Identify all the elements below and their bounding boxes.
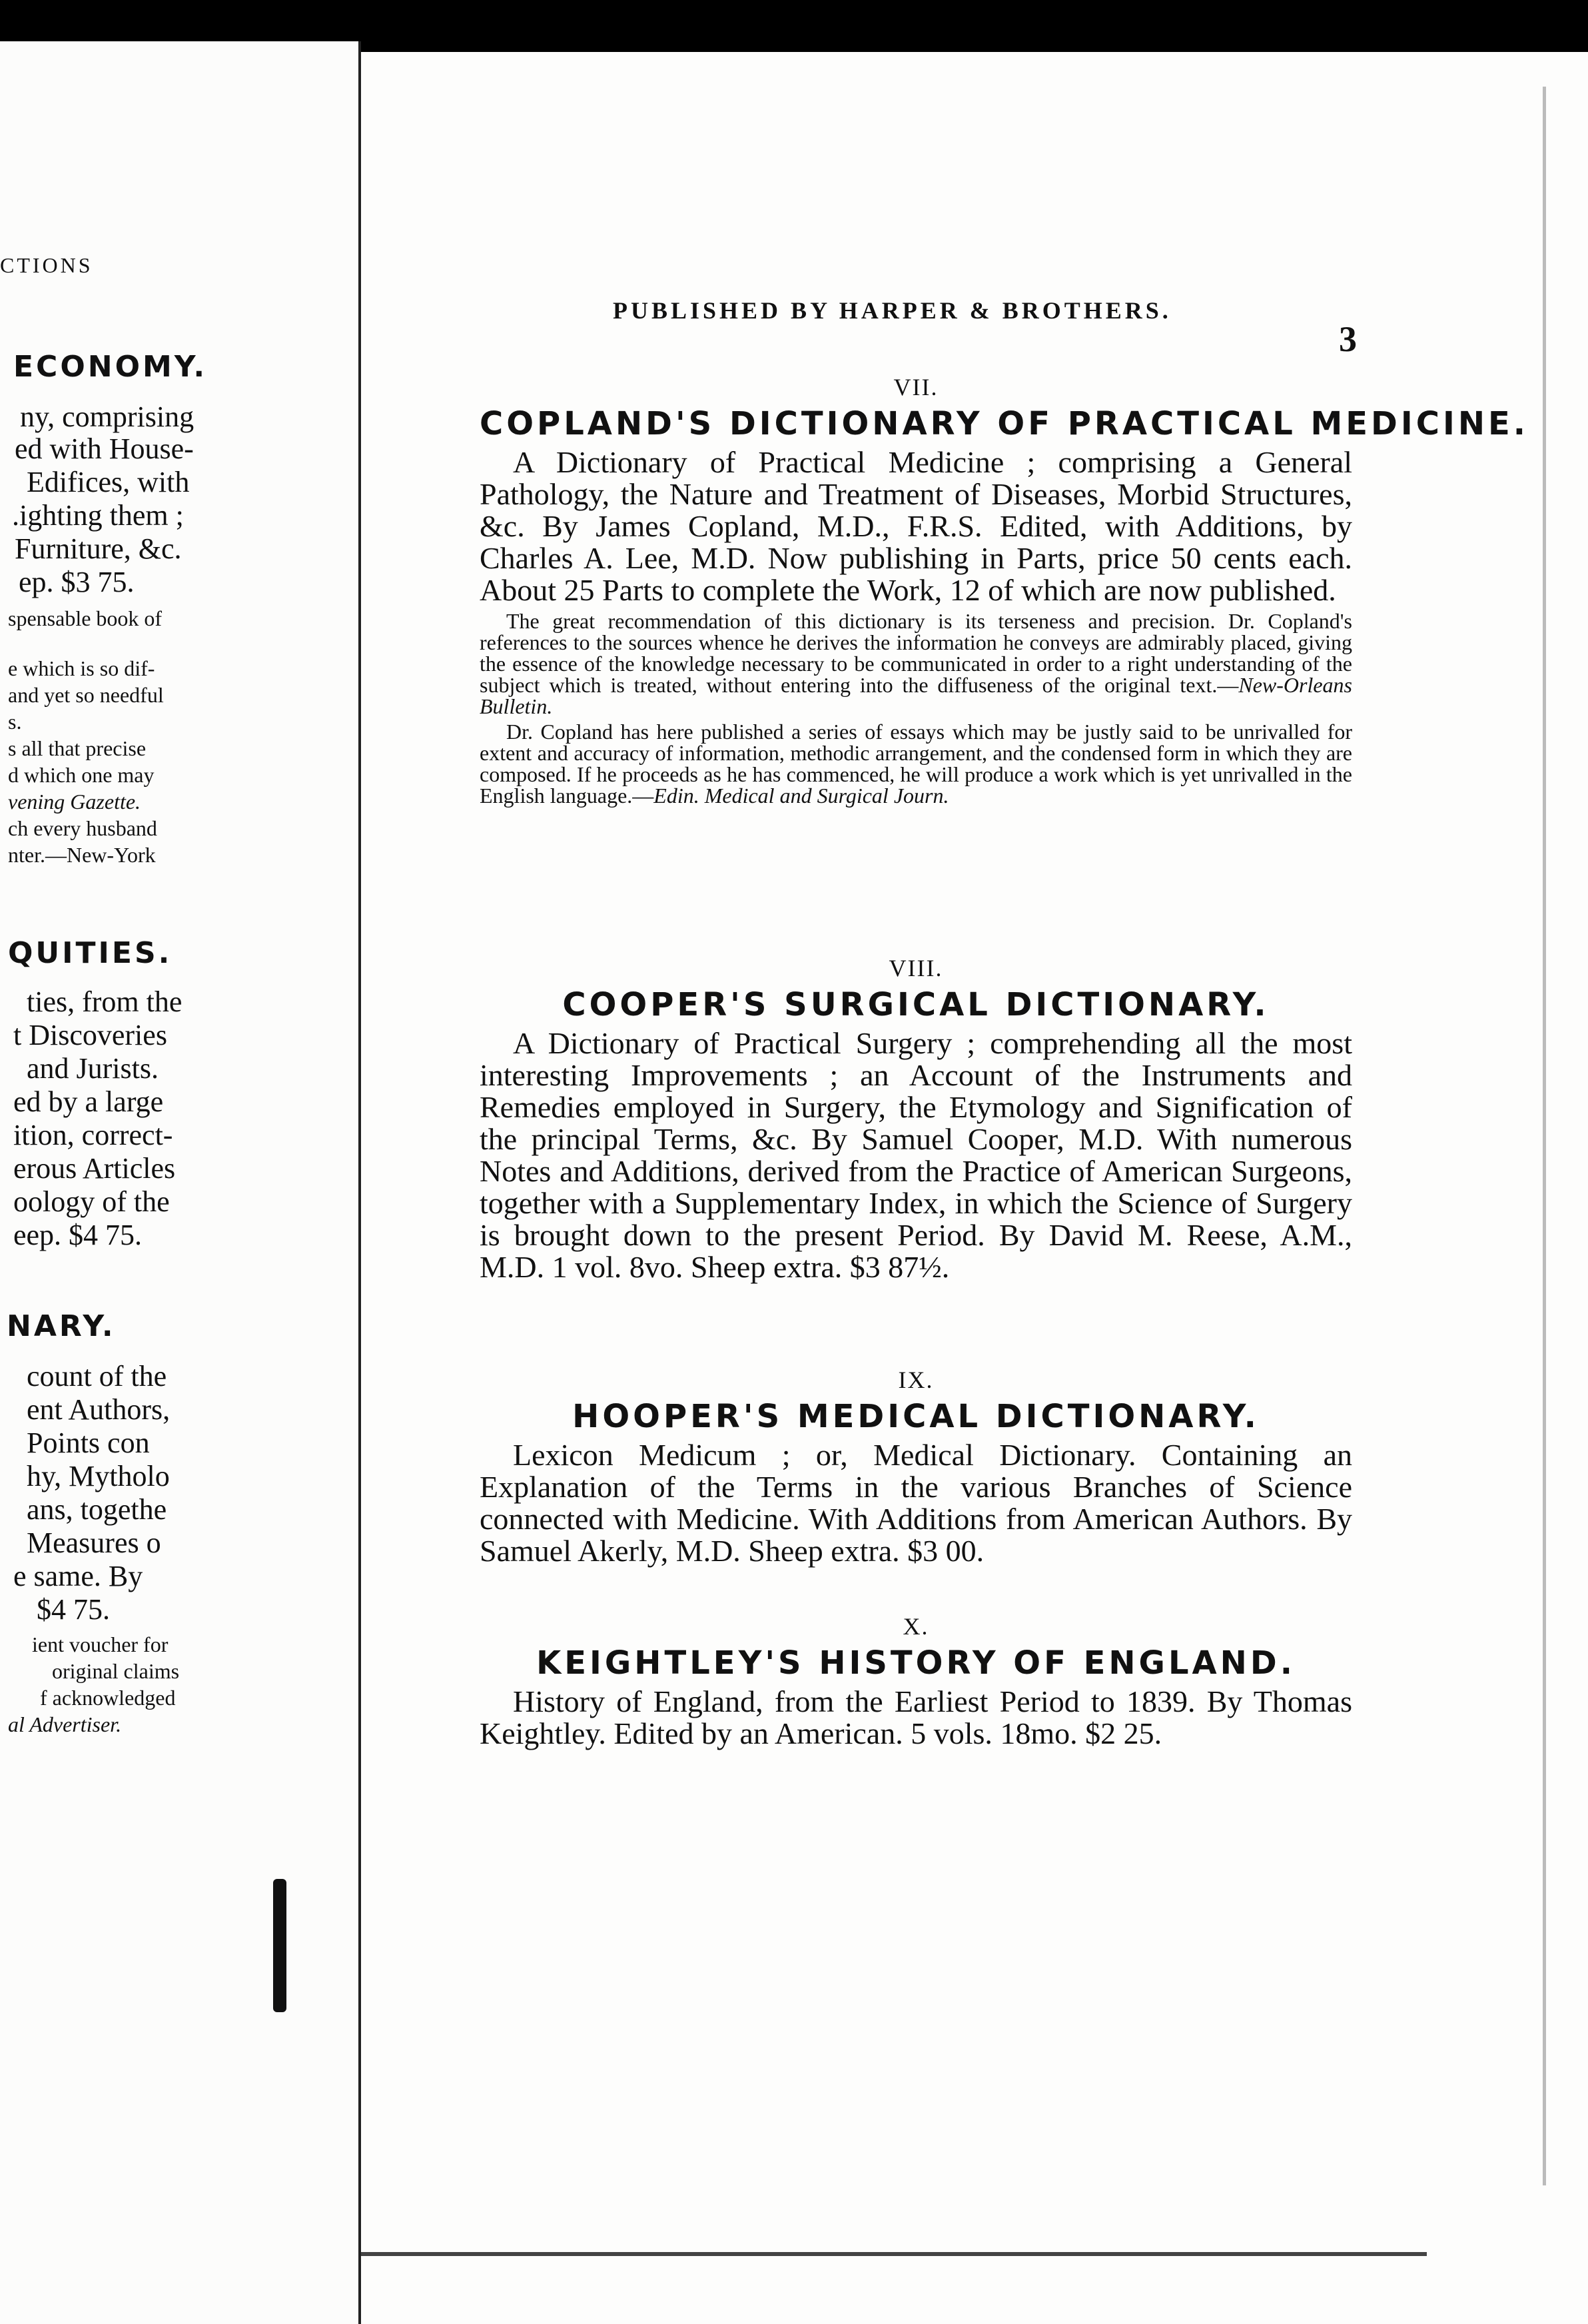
entry-description: A Dictionary of Practical Medicine ; comprising a General Pathology, the Nature and Treatment of Diseases, Morbid Structures, &c. By James Copland, M.D., F.R.S. Edited, with Additions, by Charles A. Lee, M.D. Now publishing in Parts, price 50 cents each. About 25 Parts to complete the Work, 12 of which are now published. bbox=[480, 445, 1352, 607]
catalog-entry bbox=[480, 373, 1529, 808]
left-page-line: ed by a large bbox=[13, 1085, 164, 1118]
left-page-line: ties, from the bbox=[27, 985, 183, 1018]
left-page-heading: NARY. bbox=[7, 1309, 116, 1343]
entry-description: Lexicon Medicum ; or, Medical Dictionary. Containing an Explanation of the Terms in the various Branches of Science connected with Medicine. With Additions from American Authors. By Samuel Akerly, M.D. Sheep extra. $3 00. bbox=[480, 1438, 1352, 1568]
left-page-line: ch every husband bbox=[8, 816, 157, 840]
left-page-line: ient voucher for bbox=[32, 1632, 169, 1656]
left-page-line: Furniture, &c. bbox=[15, 532, 182, 565]
left-page-line: d which one may bbox=[8, 763, 155, 787]
page-number: 3 bbox=[1339, 319, 1357, 359]
left-page-line: ition, correct- bbox=[13, 1119, 173, 1151]
running-head: PUBLISHED BY HARPER & BROTHERS. bbox=[613, 297, 1172, 324]
left-page-line: vening Gazette. bbox=[8, 790, 141, 814]
entry-title: HOOPER'S MEDICAL DICTIONARY. bbox=[572, 1398, 1260, 1435]
left-page-line: ed with House- bbox=[15, 432, 194, 465]
left-page-line: hy, Mytholo bbox=[27, 1460, 170, 1492]
page-edge bbox=[1543, 87, 1546, 2185]
left-page-line: e which is so dif- bbox=[8, 656, 155, 680]
left-page-line: oology of the bbox=[13, 1185, 170, 1218]
catalog-entry bbox=[480, 1366, 1352, 1567]
entry-numeral: VII. bbox=[893, 374, 939, 400]
left-page-line: original claims bbox=[52, 1659, 180, 1683]
entry-numeral: IX. bbox=[898, 1367, 934, 1393]
left-page-line: Measures o bbox=[27, 1526, 161, 1559]
left-page-heading: QUITIES. bbox=[8, 936, 173, 970]
left-page-line: eep. $4 75. bbox=[13, 1219, 143, 1251]
left-page-line: CTIONS bbox=[0, 253, 93, 277]
left-page-line: al Advertiser. bbox=[8, 1712, 122, 1736]
entry-numeral: VIII. bbox=[889, 955, 943, 981]
left-page-line: erous Articles bbox=[13, 1152, 176, 1185]
entry-numeral: X. bbox=[903, 1613, 929, 1640]
left-page-fragment bbox=[0, 41, 361, 2324]
left-page-line: $4 75. bbox=[37, 1593, 110, 1626]
left-page-line: count of the bbox=[27, 1360, 167, 1393]
left-page-line: spensable book of bbox=[8, 606, 163, 630]
left-page-heading: ECONOMY. bbox=[13, 350, 208, 384]
left-page-line: .ighting them ; bbox=[12, 499, 184, 532]
entry-title: COPLAND'S DICTIONARY OF PRACTICAL MEDICINE. bbox=[480, 405, 1529, 442]
entry-review: Dr. Copland has here published a series of essays which may be justly said to be unrivalled for extent and accuracy of information, methodic arrangement, and the condensed form in which they are composed. If he proceeds as he has commenced, he will produce a work which is yet unrivalled in the English language.—Edin. Medical and Surgical Journ. bbox=[480, 720, 1352, 808]
binding-shadow bbox=[273, 1879, 286, 2012]
left-page-line: ans, togethe bbox=[27, 1493, 167, 1526]
left-page-line: s all that precise bbox=[8, 736, 147, 760]
left-page-line: s. bbox=[8, 710, 22, 734]
left-page-line: t Discoveries bbox=[13, 1019, 167, 1051]
page-bottom-edge bbox=[361, 2252, 1427, 2256]
left-page-line: f acknowledged bbox=[40, 1686, 176, 1710]
catalog-entry bbox=[480, 954, 1352, 1283]
left-page-line: Edifices, with bbox=[27, 466, 190, 498]
left-page-line: Points con bbox=[27, 1427, 150, 1459]
left-page-line: ep. $3 75. bbox=[19, 566, 135, 598]
entry-description: A Dictionary of Practical Surgery ; comprehending all the most interesting Improvements ; an Account of the Instruments and Remedies employed in Surgery, the Etymology and Signification of the principal Terms, &c. By Samuel Cooper, M.D. With numerous Notes and Additions, derived from the Practice of American Surgeons, together with a Supplementary Index, in which the Science of Surgery is brought down to the present Period. By David M. Reese, A.M., M.D. 1 vol. 8vo. Sheep extra. $3 87½. bbox=[480, 1026, 1352, 1284]
left-page-line: ny, comprising bbox=[20, 400, 195, 433]
left-page-line: nter.—New-York bbox=[8, 843, 156, 867]
entry-review: The great recommendation of this dictionary is its terseness and precision. Dr. Copland's references to the sources whence he derives the information he conveys are admirably placed, giving the essence of the knowledge necessary to be communicated in order to a right understanding of the subject which is treated, without entering into the diffuseness of the original text.—New-Orleans Bulletin. bbox=[480, 609, 1352, 718]
left-page-line: and Jurists. bbox=[27, 1052, 159, 1085]
entry-description: History of England, from the Earliest Period to 1839. By Thomas Keightley. Edited by an American. 5 vols. 18mo. $2 25. bbox=[480, 1684, 1352, 1750]
left-page-line: e same. By bbox=[13, 1560, 143, 1592]
entry-title: COOPER'S SURGICAL DICTIONARY. bbox=[562, 986, 1270, 1023]
left-page-line: and yet so needful bbox=[8, 683, 164, 707]
catalog-entry bbox=[480, 1612, 1352, 1750]
entry-title: KEIGHTLEY'S HISTORY OF ENGLAND. bbox=[536, 1644, 1296, 1682]
left-page-line: ent Authors, bbox=[27, 1393, 171, 1426]
